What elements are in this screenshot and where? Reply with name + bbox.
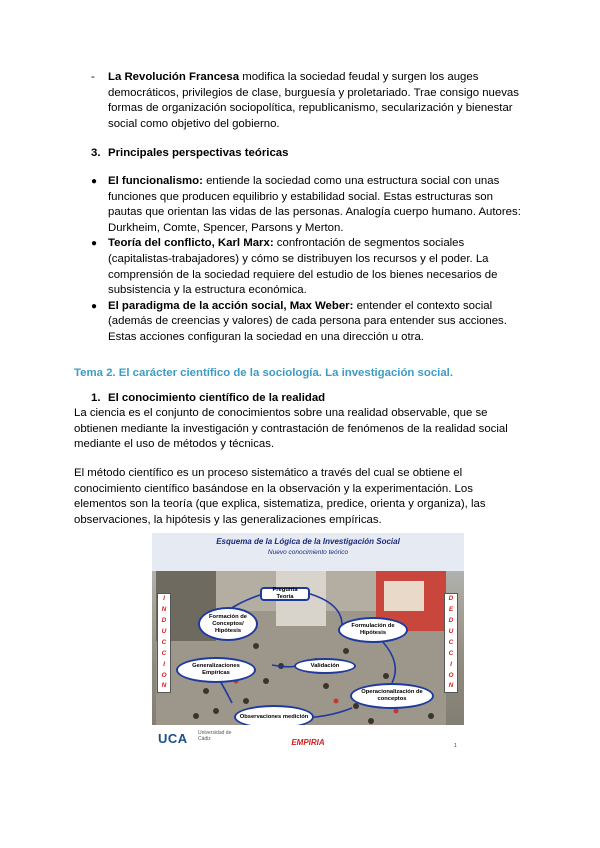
letter: D [448,595,454,603]
section-1-heading [91,391,325,407]
node-formulacion-hipotesis: Formulación de Hipótesis [338,617,408,643]
letter: C [448,649,454,657]
bullet-icon: ● [91,176,98,187]
perspectiva-text: entiende la sociedad como una estructura social con unas funciones que producen equilibrio y estabilidad social. Estas estructuras son pautas que orientan las vidas de las personas. Analogía cuerpo humano. Autores: Durkheim, Comte, Spencer, Parsons y Merton. [108,175,521,234]
bullet-icon: ● [91,300,98,312]
letter: U [448,628,454,636]
node-generalizaciones: Generalizaciones Empíricas [176,657,256,683]
section-3-heading [91,146,288,162]
perspectiva-title: El funcionalismo: [108,175,203,187]
diagram-header [152,533,464,571]
letter: N [161,606,167,614]
node-validacion: Validación [294,658,356,674]
diagram-title: Esquema de la Lógica de la Investigación Social [216,537,400,546]
uca-subtitle: Universidad de Cádiz [198,730,232,742]
list-item [91,299,521,346]
list-item [91,174,521,236]
perspectivas-list [91,174,521,346]
letter: N [161,682,167,690]
revolucion-item [91,70,531,132]
tema-2-heading: Tema 2. El carácter científico de la sociología. La investigación social. [74,367,453,379]
diagram-footer [152,725,464,755]
section-3-number: 3. [91,147,101,159]
diagram-subtitle: Nuevo conocimiento teórico [267,549,349,556]
node-formacion-conceptos: Formación de Conceptos/ Hipótesis [198,607,258,641]
perspectiva-text: entender el contexto social (además de creencias y valores) de cada persona para entender sus acciones. Estas acciones configuran la sociedad en una dirección u otra. [108,299,507,343]
letter: D [161,617,167,625]
letter: C [161,638,167,646]
section-1-title: El conocimiento científico de la realidad [108,392,326,404]
investigation-diagram [152,533,464,755]
letter: O [161,671,167,679]
section-3-title: Principales perspectivas teóricas [108,147,289,159]
perspectiva-title: Teoría del conflicto, Karl Marx: [108,237,274,250]
bullet-icon: ● [91,238,98,250]
revolucion-body: modifica la sociedad feudal y surgen los auges democráticos, privilegios de clase, burguesía y proletariado. Trae consigo nuevas formas de organización sociopolítica, republicanismo, secularización y bienestar social como objetivo del gobierno. [108,71,519,130]
list-item [91,236,521,298]
letter: C [161,649,167,657]
perspectiva-title: El paradigma de la acción social, Max Weber: [108,299,354,312]
empiria-label: EMPIRIA [291,738,325,747]
revolucion-text [108,70,531,132]
node-pregunta-teoria: Pregunta Teoría [260,587,310,601]
perspectiva-text: confrontación de segmentos sociales (capitalistas-trabajadores) y cómo se distribuyen los recursos y el poder. La comprensión de la sociedad requiere del estudio de los bienes necesarios de subsistencia y la estructura económica. [108,237,498,297]
paragraph-metodo: El método científico es un proceso sistemático a través del cual se obtiene el conocimiento científico basándose en la observación y la experimentación. Los elementos son la teoría (que explica, sistematiza, predice, orienta y organiza), las observaciones, la hipótesis y las generalizaciones empíricas. [74,467,486,526]
uca-logo: UCA [158,731,188,746]
section-1-number: 1. [91,392,101,404]
dash-marker: - [91,71,95,83]
diagram-page-number: 1 [454,743,457,749]
letter: O [448,671,454,679]
revolucion-title: La Revolución Francesa [108,71,240,83]
letter: I [163,595,165,603]
letter: E [448,606,454,614]
node-observaciones: Observaciones medición [234,705,314,729]
letter: D [448,617,454,625]
induccion-label [157,593,171,693]
letter: C [448,638,454,646]
letter: U [161,628,167,636]
deduccion-label [444,593,458,693]
letter: I [163,660,165,668]
letter: I [450,660,452,668]
node-operacionalizacion: Operacionalización de conceptos [350,683,434,709]
letter: N [448,682,454,690]
paragraph-ciencia: La ciencia es el conjunto de conocimientos sobre una realidad observable, que se obtienen mediante la investigación y contrastación de fenómenos de la realidad social mediante el uso de métodos y técnicas. [74,407,508,451]
